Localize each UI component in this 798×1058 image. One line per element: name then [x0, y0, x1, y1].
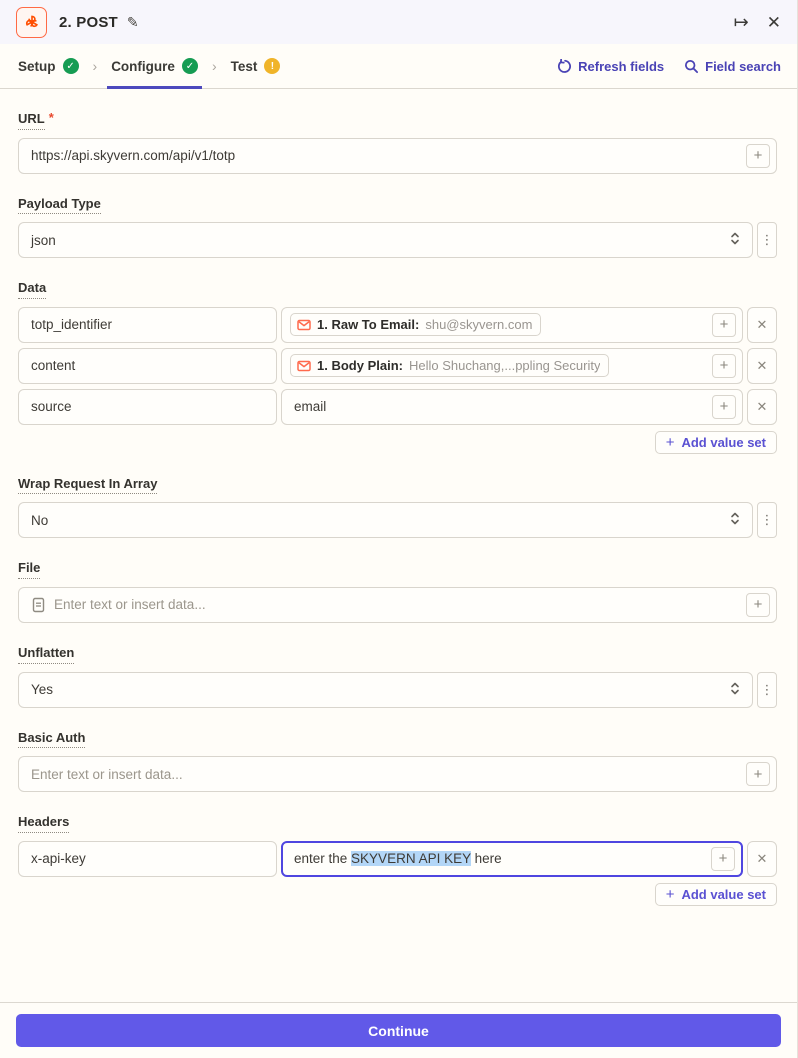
webhook-icon: [22, 12, 42, 32]
header-value-text: enter the SKYVERN API KEY here: [294, 851, 502, 867]
wrap-request-select[interactable]: No: [18, 502, 753, 538]
tab-label: Setup: [18, 58, 56, 74]
mapped-field-token[interactable]: 1. Body Plain: Hello Shuchang,...ppling Security: [290, 354, 609, 377]
file-label: File: [18, 560, 40, 579]
remove-row-button[interactable]: ✕: [747, 389, 777, 425]
basic-auth-field: [18, 756, 777, 792]
wrap-request-label: Wrap Request In Array: [18, 476, 157, 495]
remove-row-button[interactable]: ✕: [747, 841, 777, 877]
data-row-2: [18, 348, 777, 384]
data-key-input[interactable]: [19, 308, 276, 342]
tab-test[interactable]: [229, 44, 283, 88]
tab-label: Configure: [111, 58, 175, 74]
url-label: URL: [18, 111, 45, 130]
add-value-set-button[interactable]: + Add value set: [655, 883, 777, 906]
headers-row-1: [18, 841, 777, 877]
unflatten-label: Unflatten: [18, 645, 74, 664]
insert-data-plus-button[interactable]: +: [746, 593, 770, 617]
basic-auth-label: Basic Auth: [18, 730, 85, 749]
panel-footer: [0, 1002, 797, 1058]
data-value-field[interactable]: [281, 348, 743, 384]
required-asterisk: *: [48, 110, 54, 125]
insert-data-plus-button[interactable]: +: [712, 313, 736, 337]
payload-type-select[interactable]: json: [18, 222, 753, 258]
select-chevrons-icon: [729, 512, 741, 529]
data-value-field[interactable]: [281, 307, 743, 343]
tab-setup[interactable]: [16, 44, 81, 88]
chevron-right-separator: ›: [92, 58, 98, 74]
insert-data-plus-button[interactable]: +: [712, 354, 736, 378]
headers-label: Headers: [18, 814, 69, 833]
edit-title-icon[interactable]: ✎: [126, 13, 139, 30]
payload-type-label: Payload Type: [18, 196, 101, 215]
data-label: Data: [18, 280, 46, 299]
basic-auth-input[interactable]: [19, 757, 776, 791]
refresh-icon: [557, 59, 572, 74]
header-value-field[interactable]: [281, 841, 743, 877]
email-icon: [297, 318, 311, 332]
url-input[interactable]: [19, 139, 776, 173]
chevron-right-separator: ›: [211, 58, 217, 74]
configure-form: [0, 110, 797, 906]
data-key-input[interactable]: [19, 390, 276, 424]
insert-data-plus-button[interactable]: +: [746, 762, 770, 786]
email-icon: [297, 359, 311, 373]
continue-button[interactable]: Continue: [16, 1014, 781, 1047]
add-value-set-button[interactable]: + Add value set: [655, 431, 777, 454]
step-title: 2. POST: [59, 13, 118, 31]
webhooks-app-icon: [16, 7, 47, 38]
collapse-panel-icon[interactable]: ↦: [733, 12, 749, 32]
check-circle-icon: ✓: [182, 58, 198, 74]
header-key-input[interactable]: [19, 842, 276, 876]
insert-data-plus-button[interactable]: +: [746, 144, 770, 168]
refresh-fields-button[interactable]: Refresh fields: [557, 59, 664, 74]
warning-circle-icon: !: [264, 58, 280, 74]
insert-data-plus-button[interactable]: +: [711, 847, 735, 871]
close-panel-icon[interactable]: ✕: [766, 12, 781, 32]
panel-header: [0, 0, 797, 44]
search-icon: [684, 59, 699, 74]
data-value-input[interactable]: [282, 390, 742, 424]
file-field: [18, 587, 777, 623]
field-menu-button[interactable]: ⋮: [757, 502, 777, 538]
tab-configure[interactable]: [109, 44, 200, 88]
data-row-1: [18, 307, 777, 343]
selected-text: SKYVERN API KEY: [351, 851, 471, 867]
field-menu-button[interactable]: ⋮: [757, 222, 777, 258]
step-tabbar: [0, 44, 797, 89]
url-field: [18, 138, 777, 174]
data-row-3: [18, 389, 777, 425]
select-chevrons-icon: [729, 681, 741, 698]
data-value-field[interactable]: [281, 389, 743, 425]
select-chevrons-icon: [729, 232, 741, 249]
field-menu-button[interactable]: ⋮: [757, 672, 777, 708]
remove-row-button[interactable]: ✕: [747, 348, 777, 384]
remove-row-button[interactable]: ✕: [747, 307, 777, 343]
check-circle-icon: ✓: [63, 58, 79, 74]
mapped-field-token[interactable]: 1. Raw To Email: shu@skyvern.com: [290, 313, 541, 336]
data-key-input[interactable]: [19, 349, 276, 383]
insert-data-plus-button[interactable]: +: [712, 395, 736, 419]
field-search-button[interactable]: Field search: [684, 59, 781, 74]
unflatten-select[interactable]: Yes: [18, 672, 753, 708]
file-input[interactable]: [42, 588, 776, 622]
tab-label: Test: [230, 58, 258, 74]
